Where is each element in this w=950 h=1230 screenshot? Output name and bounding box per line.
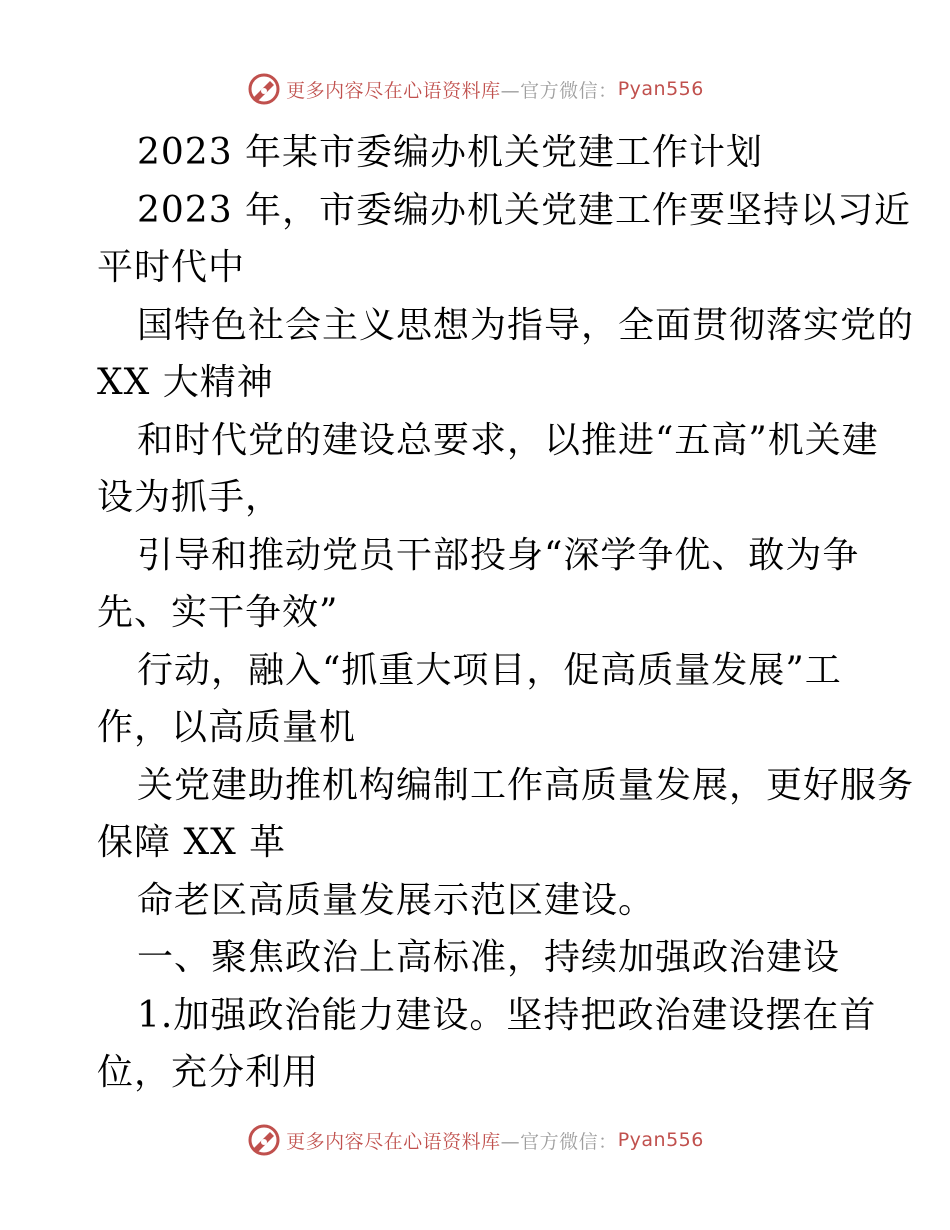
text-line: 位，充分利用: [97, 1052, 320, 1093]
header-watermark: [0, 67, 950, 111]
text-line: 2023 年，市委编办机关党建工作要坚持以习近: [137, 189, 912, 231]
section-heading: 一、聚焦政治上高标准，持续加强政治建设: [137, 937, 841, 978]
text-line: 和时代党的建设总要求，以推进“五高”机关建: [137, 419, 879, 461]
pen-logo-icon: [246, 71, 282, 107]
footer-watermark-title: 更多内容尽在心语资料库: [286, 1130, 501, 1153]
text-line: 引导和推动党员干部投身“深学争优、敢为争: [137, 534, 860, 576]
text-line: 1.加强政治能力建设。坚持把政治建设摆在首: [137, 994, 877, 1036]
text-line: 关党建助推机构编制工作高质量发展，更好服务: [137, 764, 915, 806]
text-line: 设为抓手，: [97, 477, 283, 518]
text-line: 作，以高质量机: [97, 707, 357, 748]
text-line: 行动，融入“抓重大项目，促高质量发展”工: [137, 649, 842, 691]
header-watermark-title: 更多内容尽在心语资料库: [286, 79, 501, 102]
text-line: 命老区高质量发展示范区建设。: [137, 879, 656, 921]
header-watermark-contact: Pyan556: [617, 78, 704, 100]
text-line: 先、实干争效”: [97, 592, 339, 633]
footer-watermark: [0, 1118, 950, 1162]
text-line: 保障 XX 革: [97, 822, 287, 863]
document-body: [97, 124, 915, 1102]
pen-logo-icon: [246, 1122, 282, 1158]
footer-watermark-contact: Pyan556: [617, 1129, 704, 1151]
header-watermark-label: —官方微信：: [500, 79, 618, 102]
text-line: 国特色社会主义思想为指导，全面贯彻落实党的: [137, 304, 915, 346]
text-line: XX 大精神: [97, 362, 274, 403]
footer-watermark-label: —官方微信：: [500, 1130, 618, 1153]
document-title: 2023 年某市委编办机关党建工作计划: [137, 132, 764, 173]
text-line: 平时代中: [97, 247, 246, 288]
